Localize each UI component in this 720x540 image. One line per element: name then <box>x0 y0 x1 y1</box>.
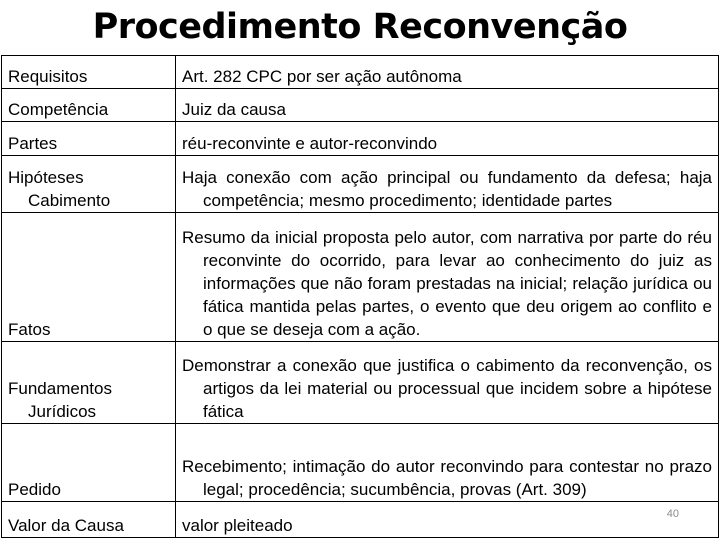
row-label-requisitos: Requisitos <box>2 56 176 89</box>
table-row <box>2 213 719 342</box>
row-value-competencia: Juiz da causa <box>176 89 719 122</box>
row-value-hipoteses: Haja conexão com ação principal ou fundamento da defesa; haja competência; mesmo procedimento; identidade partes <box>176 156 719 213</box>
row-label-partes: Partes <box>2 122 176 156</box>
table-row <box>2 502 719 538</box>
slide-title: Procedimento Reconvenção <box>92 7 628 47</box>
row-label-fundamentos: Fundamentos Jurídicos <box>2 342 176 424</box>
row-value-requisitos: Art. 282 CPC por ser ação autônoma <box>176 56 719 89</box>
table-row <box>2 56 719 89</box>
row-label-valor-causa: Valor da Causa <box>2 502 176 538</box>
procedure-table <box>1 55 719 538</box>
row-value-fatos: Resumo da inicial proposta pelo autor, com narrativa por parte do réu reconvinte do ocorrido, para levar ao conhecimento do juiz as informações que não foram prestadas na inicial; relação jurídica ou fática mantida pelas partes, o evento que deu origem ao conflito e o que se deseja com a ação. <box>176 213 719 342</box>
row-value-pedido: Recebimento; intimação do autor reconvindo para contestar no prazo legal; procedência; sucumbência, provas (Art. 309) <box>176 424 719 502</box>
table-row <box>2 156 719 213</box>
row-label-fatos: Fatos <box>2 213 176 342</box>
row-label-pedido: Pedido <box>2 424 176 502</box>
table-row <box>2 89 719 122</box>
row-value-partes: réu-reconvinte e autor-reconvindo <box>176 122 719 156</box>
row-value-fundamentos: Demonstrar a conexão que justifica o cabimento da reconvenção, os artigos da lei material ou processual que incidem sobre a hipótese fática <box>176 342 719 424</box>
row-label-competencia: Competência <box>2 89 176 122</box>
row-label-hipoteses: Hipóteses Cabimento <box>2 156 176 213</box>
table-row <box>2 122 719 156</box>
table-row <box>2 342 719 424</box>
page-number: 40 <box>666 508 679 520</box>
table-row <box>2 424 719 502</box>
row-value-valor-causa: valor pleiteado <box>176 502 719 538</box>
